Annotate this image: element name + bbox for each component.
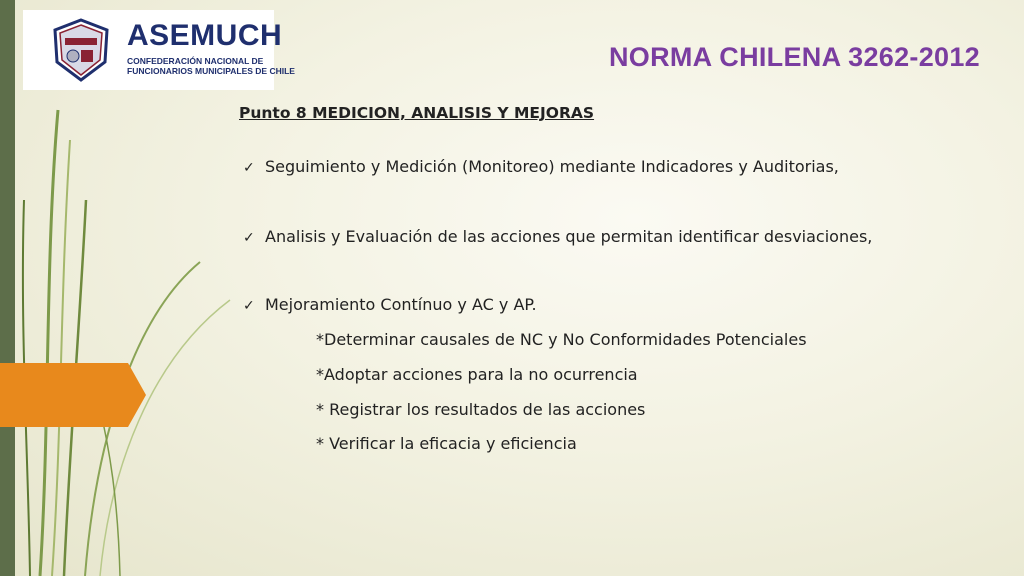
bullet-item (243, 295, 537, 314)
bullet-text: Mejoramiento Contínuo y AC y AP. (265, 295, 537, 314)
sub-item: * Verificar la eficacia y eficiencia (316, 434, 577, 453)
bullet-item (243, 227, 872, 246)
bullet-item (243, 157, 839, 176)
orange-tab (0, 363, 146, 427)
bullet-text: Analisis y Evaluación de las acciones que permitan identificar desviaciones, (265, 227, 873, 246)
seal-icon (49, 18, 113, 82)
slide-title: NORMA CHILENA 3262-2012 (608, 42, 980, 72)
check-icon: ✓ (243, 298, 255, 314)
bullet-text: Seguimiento y Medición (Monitoreo) mediante Indicadores y Auditorias, (265, 157, 839, 176)
section-heading: Punto 8 MEDICION, ANALISIS Y MEJORAS (239, 104, 595, 122)
logo-subtitle-line-1: CONFEDERACIÓN NACIONAL DE (127, 56, 264, 66)
sub-item: *Adoptar acciones para la no ocurrencia (316, 365, 638, 384)
logo-subtitle-line-2: FUNCIONARIOS MUNICIPALES DE CHILE (127, 66, 295, 76)
check-icon: ✓ (243, 230, 255, 246)
check-icon: ✓ (243, 160, 255, 176)
sub-item: * Registrar los resultados de las acciones (316, 400, 646, 419)
logo-subtitle (127, 56, 295, 76)
logo (23, 10, 295, 90)
sub-item: *Determinar causales de NC y No Conformidades Potenciales (316, 330, 807, 349)
logo-name: ASEMUCH (127, 19, 283, 52)
